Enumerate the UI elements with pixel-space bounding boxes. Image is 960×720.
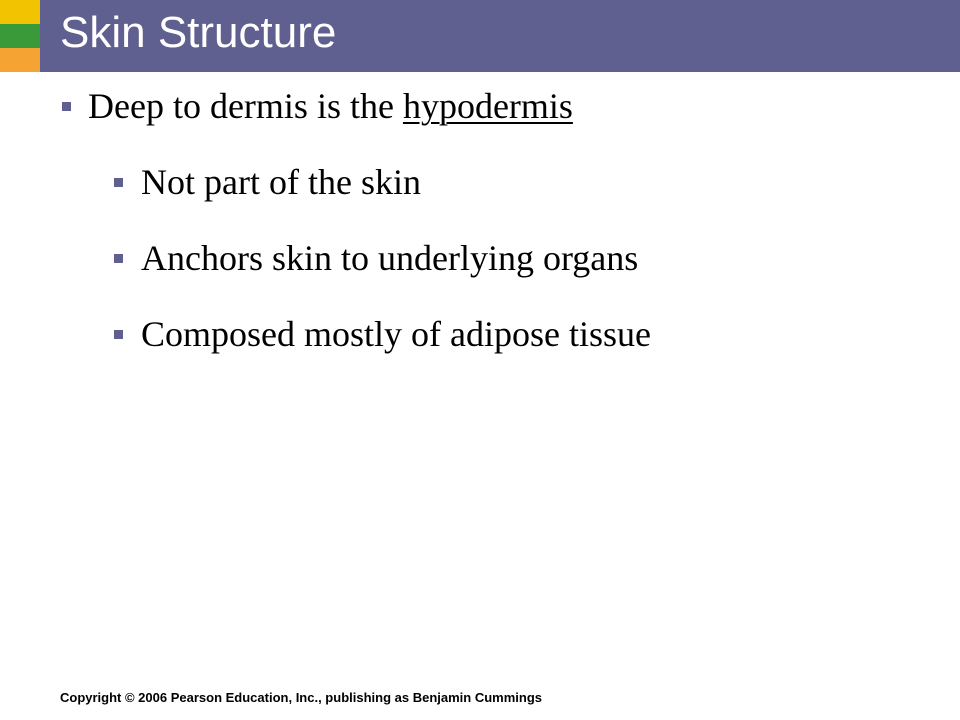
square-bullet-icon (62, 102, 71, 111)
bullet-text (88, 85, 573, 127)
footer-copyright: Copyright © 2006 Pearson Education, Inc., publishing as Benjamin Cummings (60, 690, 542, 705)
square-bullet-icon (114, 178, 123, 187)
sub-bullet-text: Composed mostly of adipose tissue (141, 314, 651, 354)
slide-title: Skin Structure (60, 8, 337, 57)
sub-bullet-item (114, 161, 421, 203)
bullet-text-lead: Deep to dermis is the (88, 86, 403, 126)
sub-bullet-text: Anchors skin to underlying organs (141, 238, 639, 278)
hypodermis-term: hypodermis (402, 86, 573, 126)
accent-block-yellow (0, 0, 40, 24)
sub-bullet-text: Not part of the skin (141, 162, 421, 202)
sub-bullet-item (114, 313, 651, 355)
square-bullet-icon (114, 330, 123, 339)
accent-block-green (0, 24, 40, 48)
accent-block-orange (0, 48, 40, 72)
sub-bullet-item (114, 237, 638, 279)
bullet-item-hypodermis (62, 85, 573, 127)
square-bullet-icon (114, 254, 123, 263)
